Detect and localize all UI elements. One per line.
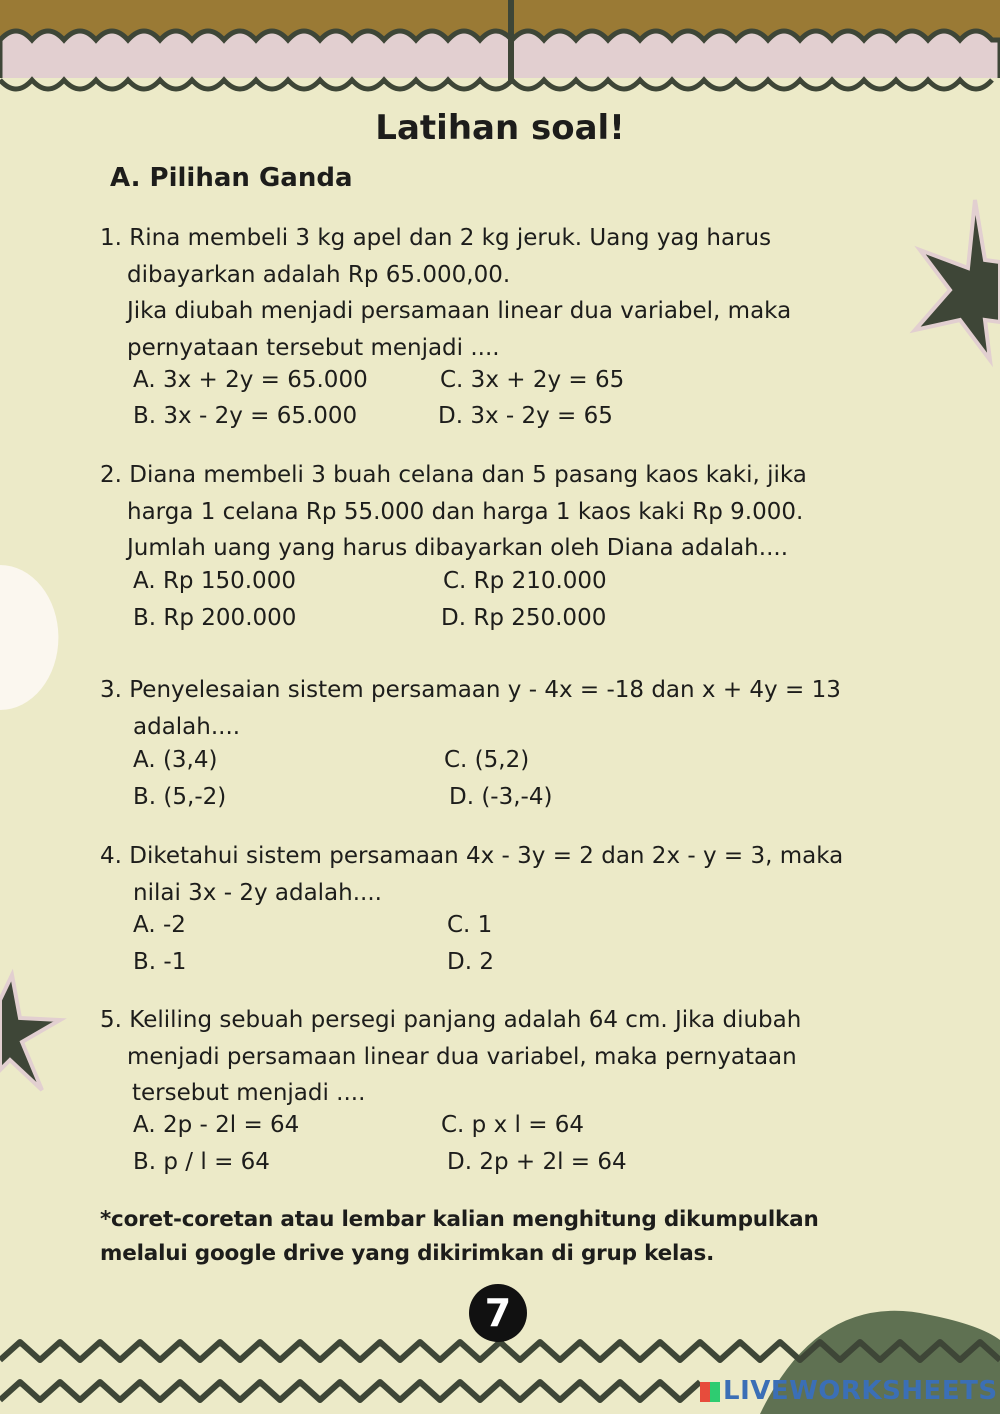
pink-wave-band (0, 31, 1000, 82)
question-1 (100, 220, 900, 366)
question-text: tersebut menjadi .... (132, 1080, 366, 1106)
option-c[interactable]: C. 1 (447, 912, 493, 938)
option-d[interactable]: D. 2 (447, 949, 494, 975)
page-title: Latihan soal! (375, 108, 625, 148)
section-heading: A. Pilihan Ganda (110, 163, 353, 193)
option-a[interactable]: A. Rp 150.000 (133, 568, 296, 594)
question-text: 5. Keliling sebuah persegi panjang adalah 64 cm. Jika diubah (100, 1007, 802, 1033)
question-text: Jika diubah menjadi persamaan linear dua variabel, maka (127, 298, 792, 324)
star-decoration-right (915, 200, 1000, 360)
question-text: pernyataan tersebut menjadi .... (127, 334, 500, 361)
half-circle-decoration (0, 565, 58, 710)
option-b[interactable]: B. Rp 200.000 (133, 605, 297, 631)
footnote: *coret-coretan atau lembar kalian menghitung dikumpulkan melalui google drive yang dikirimkan di grup kelas. (100, 1207, 819, 1266)
option-c[interactable]: C. Rp 210.000 (443, 568, 607, 594)
question-text: nilai 3x - 2y adalah.... (133, 879, 382, 906)
option-b[interactable]: B. (5,-2) (133, 784, 227, 810)
option-c[interactable]: C. p x l = 64 (441, 1112, 585, 1138)
question-text: 1. Rina membeli 3 kg apel dan 2 kg jeruk. Uang yag harus (100, 225, 772, 251)
star-decoration-left (0, 975, 60, 1090)
question-2 (100, 457, 900, 567)
option-d[interactable]: D. (-3,-4) (449, 784, 553, 810)
question-3 (100, 672, 900, 745)
option-b[interactable]: B. p / l = 64 (133, 1149, 270, 1175)
question-text: adalah.... (133, 713, 241, 740)
option-d[interactable]: D. Rp 250.000 (441, 605, 607, 631)
question-text: dibayarkan adalah Rp 65.000,00. (127, 261, 511, 288)
question-5 (100, 1002, 900, 1112)
option-c[interactable]: C. 3x + 2y = 65 (440, 367, 625, 393)
watermark (700, 1376, 998, 1406)
option-a[interactable]: A. -2 (133, 912, 186, 938)
question-text: 4. Diketahui sistem persamaan 4x - 3y = 2 dan 2x - y = 3, maka (100, 843, 844, 869)
option-c[interactable]: C. (5,2) (444, 747, 530, 773)
question-text: 2. Diana membeli 3 buah celana dan 5 pasang kaos kaki, jika (100, 462, 807, 488)
liveworksheets-logo-icon (700, 1382, 720, 1402)
option-b[interactable]: B. 3x - 2y = 65.000 (133, 403, 358, 429)
option-b[interactable]: B. -1 (133, 949, 187, 975)
page-number-badge: 7 (469, 1284, 527, 1342)
question-text: Jumlah uang yang harus dibayarkan oleh Diana adalah.... (127, 535, 789, 561)
watermark-text: LIVEWORKSHEETS (723, 1376, 998, 1406)
option-a[interactable]: A. 2p - 2l = 64 (133, 1112, 300, 1138)
option-a[interactable]: A. 3x + 2y = 65.000 (133, 367, 368, 393)
question-text: 3. Penyelesaian sistem persamaan y - 4x = -18 dan x + 4y = 13 (100, 677, 841, 703)
question-text: menjadi persamaan linear dua variabel, maka pernyataan (127, 1043, 797, 1070)
option-a[interactable]: A. (3,4) (133, 747, 218, 773)
question-4 (100, 838, 900, 911)
bottom-zigzag-2 (0, 1382, 700, 1400)
question-text: harga 1 celana Rp 55.000 dan harga 1 kaos kaki Rp 9.000. (127, 498, 804, 525)
option-d[interactable]: D. 2p + 2l = 64 (447, 1149, 627, 1175)
option-d[interactable]: D. 3x - 2y = 65 (438, 403, 613, 429)
